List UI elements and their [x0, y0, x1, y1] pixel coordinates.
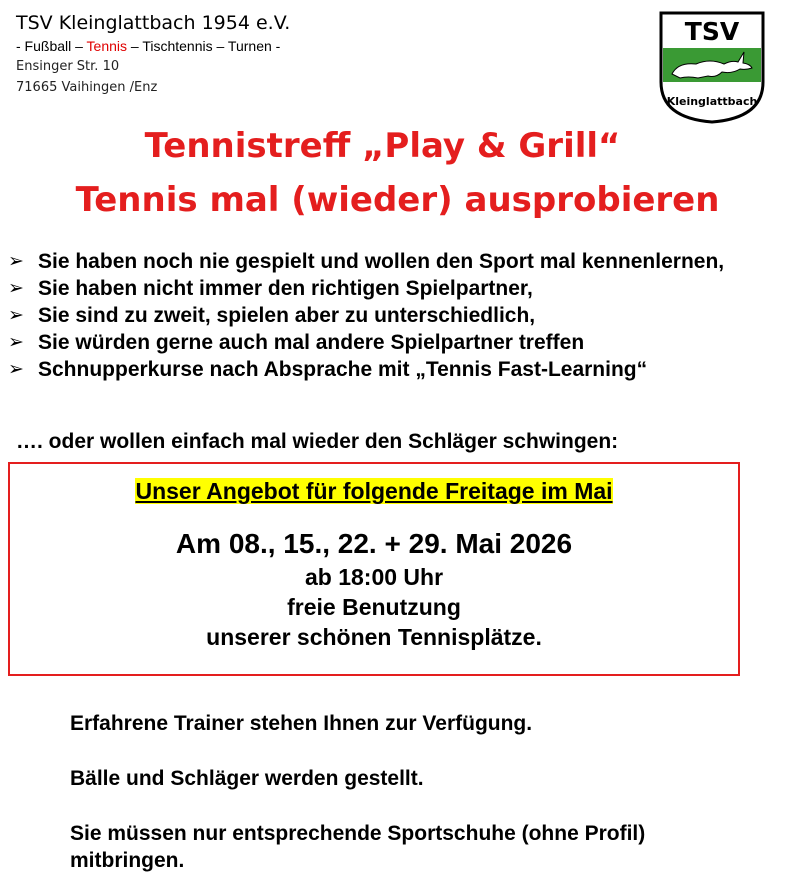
info-trainers: Erfahrene Trainer stehen Ihnen zur Verfügung.	[70, 712, 533, 735]
info-shoes: Sie müssen nur entsprechende Sportschuhe (ohne Profil) mitbringen.	[70, 822, 646, 872]
address-city: 71665 Vaihingen /Enz	[16, 80, 158, 95]
logo-bottom-text: Kleinglattbach	[666, 95, 758, 108]
offer-box	[8, 462, 740, 676]
info-equipment: Bälle und Schläger werden gestellt.	[70, 767, 424, 790]
arrow-right-icon: ➢	[8, 250, 24, 272]
club-logo	[658, 10, 766, 124]
address-street: Ensinger Str. 10	[16, 59, 120, 74]
logo-top-text: TSV	[684, 17, 740, 46]
sports-prefix: - Fußball –	[16, 38, 87, 54]
lead-in-text: …. oder wollen einfach mal wieder den Schläger schwingen:	[16, 430, 619, 453]
offer-time: ab 18:00 Uhr	[304, 564, 444, 590]
club-name: TSV Kleinglattbach 1954 e.V.	[16, 12, 291, 34]
sports-list	[16, 36, 290, 56]
event-title: Tennistreff „Play & Grill“	[144, 126, 621, 166]
sports-highlight-tennis: Tennis	[86, 38, 128, 54]
list-item: ➢ Sie haben noch nie gespielt und wollen den Sport mal kennenlernen,	[8, 250, 725, 273]
audience-list	[8, 248, 768, 383]
list-item: ➢ Schnupperkurse nach Absprache mit „Tennis Fast-Learning“	[8, 358, 648, 381]
arrow-right-icon: ➢	[8, 304, 24, 326]
list-item: ➢ Sie sind zu zweit, spielen aber zu unterschiedlich,	[8, 304, 536, 327]
offer-line-courts: unserer schönen Tennisplätze.	[206, 624, 542, 650]
arrow-right-icon: ➢	[8, 277, 24, 299]
event-subtitle: Tennis mal (wieder) ausprobieren	[75, 180, 720, 220]
offer-heading: Unser Angebot für folgende Freitage im Mai	[135, 478, 613, 504]
offer-line-usage: freie Benutzung	[287, 594, 461, 620]
list-item: ➢ Sie haben nicht immer den richtigen Spielpartner,	[8, 277, 533, 300]
arrow-right-icon: ➢	[8, 331, 24, 353]
arrow-right-icon: ➢	[8, 358, 24, 380]
club-header	[16, 10, 290, 98]
list-item: ➢ Sie würden gerne auch mal andere Spielpartner treffen	[8, 331, 585, 354]
sports-suffix: – Tischtennis – Turnen -	[127, 38, 281, 54]
offer-dates: Am 08., 15., 22. + 29. Mai 2026	[175, 528, 573, 559]
